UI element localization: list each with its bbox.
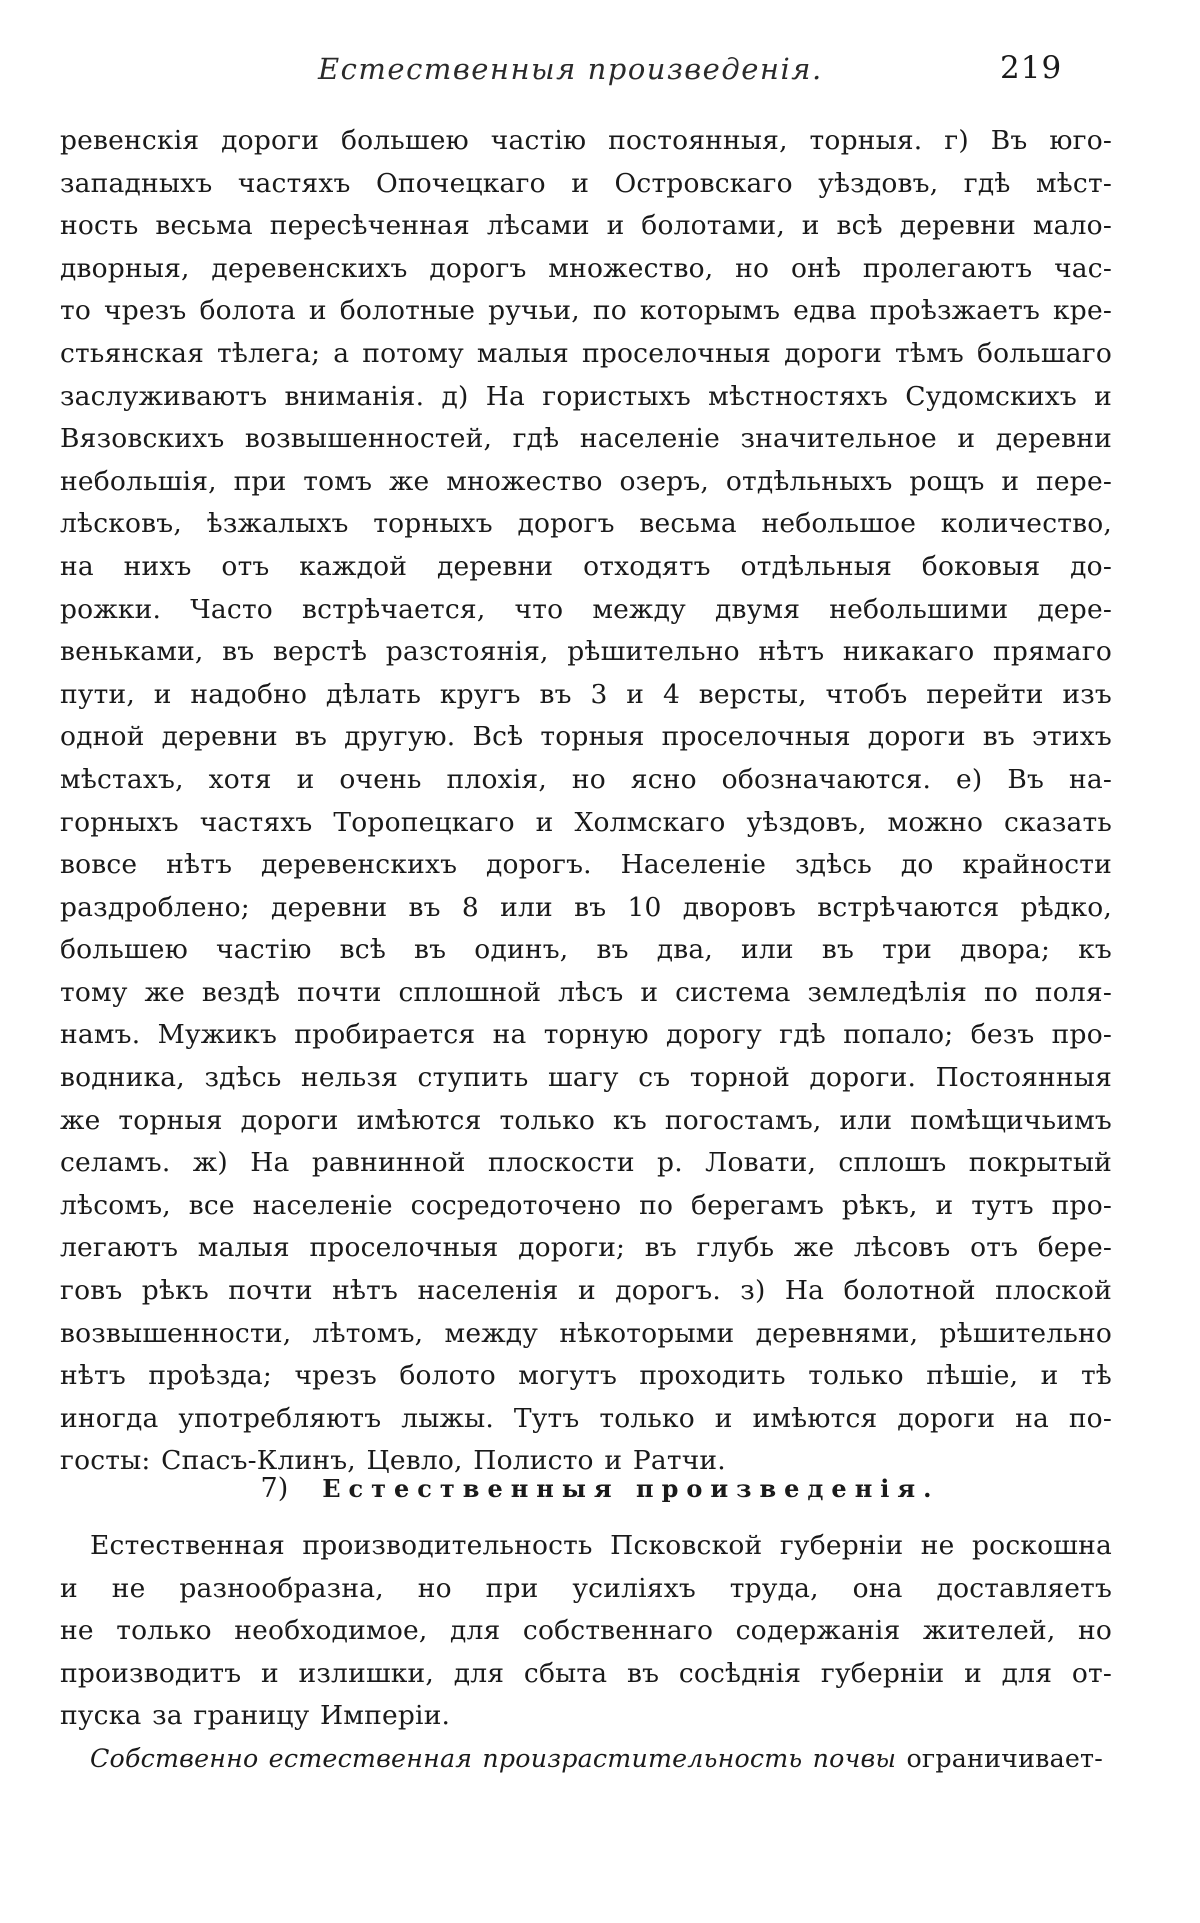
page-header	[0, 52, 1200, 96]
italic-phrase: Собственно естественная произрастительность почвы	[90, 1743, 897, 1773]
text-line: пуска за границу Имперіи.	[60, 1700, 451, 1732]
section-paragraph	[60, 1525, 1112, 1781]
text-line: нѣтъ проѣзда; чрезъ болото могутъ проходить только пѣшіе, и тѣ	[60, 1360, 1112, 1392]
text-line: и не разнообразна, но при усиліяхъ труда, она доставляетъ	[60, 1572, 1112, 1604]
text-line: не только необходимое, для собственнаго содержанія жителей, но	[60, 1615, 1112, 1647]
text-line: то чрезъ болота и болотные ручьи, по которымъ едва проѣзжаетъ кре-	[60, 295, 1112, 327]
text-line: ность весьма пересѣченная лѣсами и болотами, и всѣ деревни мало-	[60, 210, 1112, 242]
text-line: стьянская тѣлега; а потому малыя проселочныя дороги тѣмъ большаго	[60, 337, 1112, 369]
text-line: госты: Спасъ-Клинъ, Цевло, Полисто и Ратчи.	[60, 1445, 726, 1477]
main-paragraph	[60, 120, 1112, 1483]
text-line: одной деревни въ другую. Всѣ торныя проселочныя дороги въ этихъ	[60, 721, 1112, 753]
page-number: 219	[1000, 50, 1063, 86]
text-line: намъ. Мужикъ пробирается на торную дорогу гдѣ попало; безъ про-	[60, 1019, 1112, 1051]
text-line: вовсе нѣтъ деревенскихъ дорогъ. Населеніе здѣсь до крайности	[60, 849, 1112, 881]
text-line: производитъ и излишки, для сбыта въ сосѣднія губерніи и для от-	[60, 1657, 1112, 1689]
text-line: Вязовскихъ возвышенностей, гдѣ населеніе значительное и деревни	[60, 423, 1112, 455]
text-line: лѣсомъ, все населеніе сосредоточено по берегамъ рѣкъ, и тутъ про-	[60, 1189, 1112, 1221]
section-heading	[0, 1473, 1200, 1504]
text-line: западныхъ частяхъ Опочецкаго и Островскаго уѣздовъ, гдѣ мѣст-	[60, 167, 1112, 199]
text-line: легаютъ малыя проселочныя дороги; въ глубь же лѣсовъ отъ бере-	[60, 1232, 1112, 1264]
text-line: заслуживаютъ вниманія. д) На гористыхъ мѣстностяхъ Судомскихъ и	[60, 380, 1112, 412]
text-line: рожки. Часто встрѣчается, что между двумя небольшими дере-	[60, 593, 1112, 625]
section-title: Естественныя произведенія.	[322, 1474, 940, 1503]
text-line-mixed	[60, 1738, 1112, 1781]
text-line: мѣстахъ, хотя и очень плохія, но ясно обозначаются. е) Въ на-	[60, 763, 1112, 795]
text-line: пути, и надобно дѣлать кругъ въ 3 и 4 версты, чтобъ перейти изъ	[60, 678, 1112, 710]
text-line: говъ рѣкъ почти нѣтъ населенія и дорогъ. з) На болотной плоской	[60, 1275, 1112, 1307]
text-line: раздроблено; деревни въ 8 или въ 10 дворовъ встрѣчаются рѣдко,	[60, 891, 1112, 923]
text-line: большею частію всѣ въ одинъ, въ два, или въ три двора; къ	[60, 934, 1112, 966]
text-line: ревенскія дороги большею частію постоянныя, торныя. г) Въ юго-	[60, 125, 1112, 156]
text-line: веньками, въ верстѣ разстоянія, рѣшительно нѣтъ никакаго прямаго	[60, 636, 1112, 668]
text-line: Естественная производительность Псковской губерніи не роскошна	[90, 1530, 1112, 1561]
text-line: на нихъ отъ каждой деревни отходятъ отдѣльныя боковыя до-	[60, 550, 1112, 582]
text-line: небольшія, при томъ же множество озеръ, отдѣльныхъ рощъ и пере-	[60, 465, 1112, 497]
section-number: 7)	[260, 1473, 289, 1504]
text-line: лѣсковъ, ѣзжалыхъ торныхъ дорогъ весьма небольшое количество,	[60, 508, 1112, 540]
text-line: иногда употребляютъ лыжы. Тутъ только и имѣются дороги на по-	[60, 1402, 1112, 1434]
running-title: Естественныя произведенія.	[318, 52, 823, 86]
text-line: селамъ. ж) На равнинной плоскости р. Ловати, сплошъ покрытый	[60, 1147, 1112, 1179]
text-line: тому же вездѣ почти сплошной лѣсъ и система земледѣлія по поля-	[60, 976, 1112, 1008]
text-line: возвышенности, лѣтомъ, между нѣкоторыми деревнями, рѣшительно	[60, 1317, 1112, 1349]
continuation-text: ограничивает-	[896, 1743, 1103, 1773]
text-line: дворныя, деревенскихъ дорогъ множество, но онѣ пролегаютъ час-	[60, 252, 1112, 284]
text-line: же торныя дороги имѣются только къ погостамъ, или помѣщичьимъ	[60, 1104, 1112, 1136]
text-line: горныхъ частяхъ Торопецкаго и Холмскаго уѣздовъ, можно сказать	[60, 806, 1112, 838]
text-line: водника, здѣсь нельзя ступить шагу съ торной дороги. Постоянныя	[60, 1062, 1112, 1094]
